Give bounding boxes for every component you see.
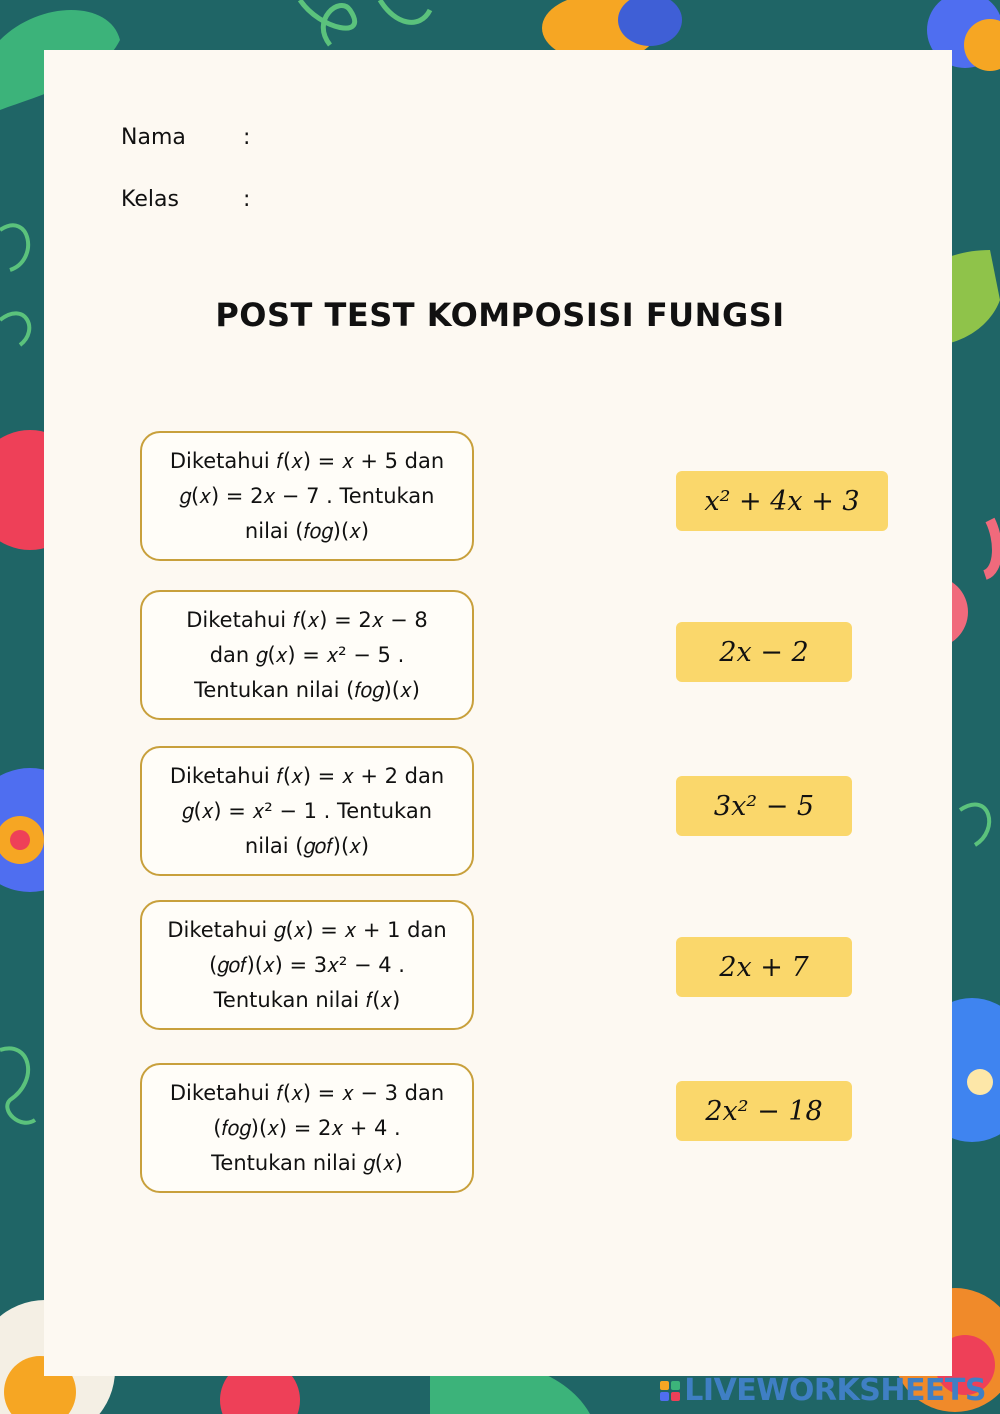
question-text: Diketahui 𝑓(𝑥) = 2𝑥 − 8 dan 𝑔(𝑥) = 𝑥² − 5 . Tentukan nilai (𝑓𝑜𝑔)(𝑥) bbox=[186, 607, 428, 702]
answer-text: 2x² − 18 bbox=[705, 1095, 823, 1127]
answer-card-3[interactable] bbox=[676, 776, 852, 836]
question-card-3[interactable] bbox=[140, 746, 474, 876]
question-card-1[interactable] bbox=[140, 431, 474, 561]
page-title: POST TEST KOMPOSISI FUNGSI bbox=[215, 296, 785, 334]
answer-card-5[interactable] bbox=[676, 1081, 852, 1141]
logo-mark-icon bbox=[660, 1381, 680, 1401]
liveworksheets-logo bbox=[660, 1373, 986, 1408]
name-field bbox=[121, 125, 251, 150]
class-label: Kelas bbox=[121, 187, 179, 212]
question-text: Diketahui 𝑔(𝑥) = 𝑥 + 1 dan (𝑔𝑜𝑓)(𝑥) = 3𝑥² − 4 . Tentukan nilai 𝑓(𝑥) bbox=[167, 917, 447, 1012]
question-text: Diketahui 𝑓(𝑥) = 𝑥 + 5 dan 𝑔(𝑥) = 2𝑥 − 7 . Tentukan nilai (𝑓𝑜𝑔)(𝑥) bbox=[169, 448, 445, 543]
question-card-5[interactable] bbox=[140, 1063, 474, 1193]
name-colon: : bbox=[243, 125, 251, 150]
name-label: Nama bbox=[121, 125, 186, 150]
answer-card-4[interactable] bbox=[676, 937, 852, 997]
question-text: Diketahui 𝑓(𝑥) = 𝑥 + 2 dan 𝑔(𝑥) = 𝑥² − 1 . Tentukan nilai (𝑔𝑜𝑓)(𝑥) bbox=[169, 763, 445, 858]
answer-card-1[interactable] bbox=[676, 471, 888, 531]
question-card-4[interactable] bbox=[140, 900, 474, 1030]
answer-card-2[interactable] bbox=[676, 622, 852, 682]
answer-text: x² + 4x + 3 bbox=[704, 485, 860, 517]
answer-text: 2x + 7 bbox=[719, 951, 809, 983]
class-field bbox=[121, 187, 251, 212]
question-card-2[interactable] bbox=[140, 590, 474, 720]
answer-text: 2x − 2 bbox=[719, 636, 809, 668]
question-text: Diketahui 𝑓(𝑥) = 𝑥 − 3 dan (𝑓𝑜𝑔)(𝑥) = 2𝑥 + 4 . Tentukan nilai 𝑔(𝑥) bbox=[169, 1080, 445, 1175]
logo-text: LIVEWORKSHEETS bbox=[684, 1373, 986, 1408]
class-colon: : bbox=[243, 187, 251, 212]
answer-text: 3x² − 5 bbox=[713, 790, 815, 822]
